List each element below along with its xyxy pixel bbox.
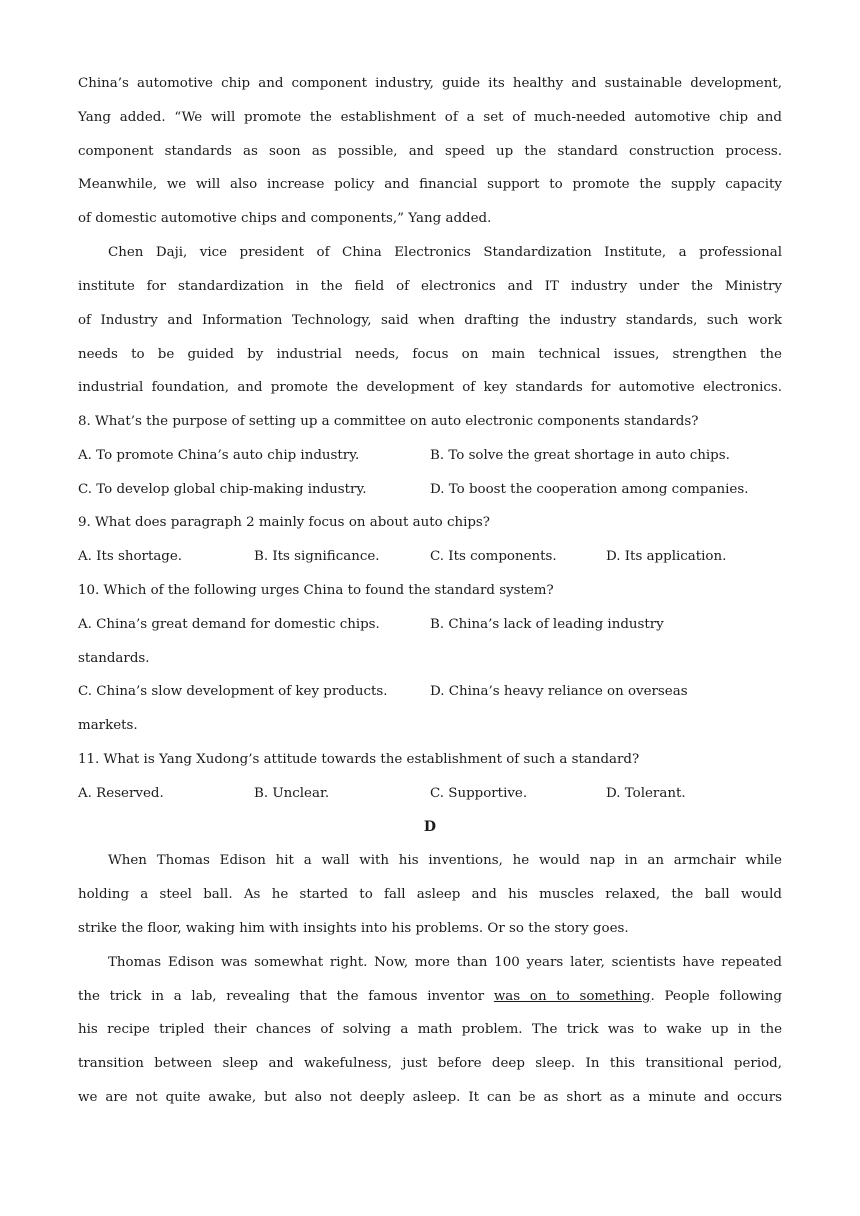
question-9: 9. What does paragraph 2 mainly focus on about auto chips? — [78, 515, 490, 530]
q9-option-a: A. Its shortage. — [78, 549, 183, 564]
q9-option-c: C. Its components. — [430, 549, 557, 564]
question-10: 10. Which of the following urges China to found the standard system? — [78, 583, 554, 598]
q11-option-b: B. Unclear. — [254, 786, 330, 801]
q8-option-c: C. To develop global chip-making industry. — [78, 482, 367, 497]
para4-line-1: Thomas Edison was somewhat right. Now, more than 100 years later, scientists have repeated — [108, 955, 782, 970]
q11-option-d: D. Tolerant. — [606, 786, 686, 801]
para1-line-3: component standards as soon as possible, and speed up the standard construction process. — [78, 144, 782, 159]
para1-line-5: of domestic automotive chips and components,” Yang added. — [78, 211, 492, 226]
q9-option-d: D. Its application. — [606, 549, 727, 564]
para3-line-3: strike the floor, waking him with insights into his problems. Or so the story goes. — [78, 921, 629, 936]
section-heading: D — [423, 819, 437, 835]
para3-line-1: When Thomas Edison hit a wall with his inventions, he would nap in an armchair while — [108, 853, 782, 868]
q10-option-b: B. China’s lack of leading industry — [430, 617, 664, 632]
q10-option-d-continued: markets. — [78, 718, 138, 733]
q9-option-b: B. Its significance. — [254, 549, 380, 564]
para2-line-4: needs to be guided by industrial needs, focus on main technical issues, strengthen the — [78, 347, 782, 362]
para3-line-2: holding a steel ball. As he started to fall asleep and his muscles relaxed, the ball would — [78, 887, 782, 902]
question-11: 11. What is Yang Xudong’s attitude towards the establishment of such a standard? — [78, 752, 640, 767]
underlined-phrase: was on to something — [493, 989, 651, 1004]
para4-line-2-start: the trick in a lab, revealing that the famous inventor — [78, 989, 494, 1004]
para4-line-3: his recipe tripled their chances of solving a math problem. The trick was to wake up in the — [78, 1022, 782, 1037]
para4-line-2 — [78, 987, 782, 1007]
q11-option-c: C. Supportive. — [430, 786, 528, 801]
q10-option-d: D. China’s heavy reliance on overseas — [430, 684, 688, 699]
para4-line-5: we are not quite awake, but also not deeply asleep. It can be as short as a minute and occurs — [78, 1090, 782, 1105]
para1-line-2: Yang added. “We will promote the establishment of a set of much-needed automotive chip and — [78, 110, 782, 125]
q11-option-a: A. Reserved. — [78, 786, 164, 801]
para1-line-1: China’s automotive chip and component industry, guide its healthy and sustainable development, — [78, 76, 782, 91]
question-8: 8. What’s the purpose of setting up a committee on auto electronic components standards? — [78, 414, 699, 429]
para4-line-4: transition between sleep and wakefulness, just before deep sleep. In this transitional period, — [78, 1056, 782, 1071]
para2-line-1: Chen Daji, vice president of China Electronics Standardization Institute, a professional — [108, 245, 782, 260]
q8-option-b: B. To solve the great shortage in auto chips. — [430, 448, 730, 463]
q8-option-d: D. To boost the cooperation among companies. — [430, 482, 749, 497]
para2-line-2: institute for standardization in the field of electronics and IT industry under the Ministry — [78, 279, 782, 294]
q10-option-b-continued: standards. — [78, 651, 150, 666]
q10-option-a: A. China’s great demand for domestic chips. — [78, 617, 380, 632]
para2-line-3: of Industry and Information Technology, said when drafting the industry standards, such work — [78, 313, 782, 328]
para4-line-2-end: . People following — [650, 989, 782, 1004]
q8-option-a: A. To promote China’s auto chip industry. — [78, 448, 360, 463]
para2-line-5: industrial foundation, and promote the development of key standards for automotive electronics. — [78, 380, 782, 395]
q10-option-c: C. China’s slow development of key products. — [78, 684, 388, 699]
para1-line-4: Meanwhile, we will also increase policy and financial support to promote the supply capacity — [78, 177, 782, 192]
